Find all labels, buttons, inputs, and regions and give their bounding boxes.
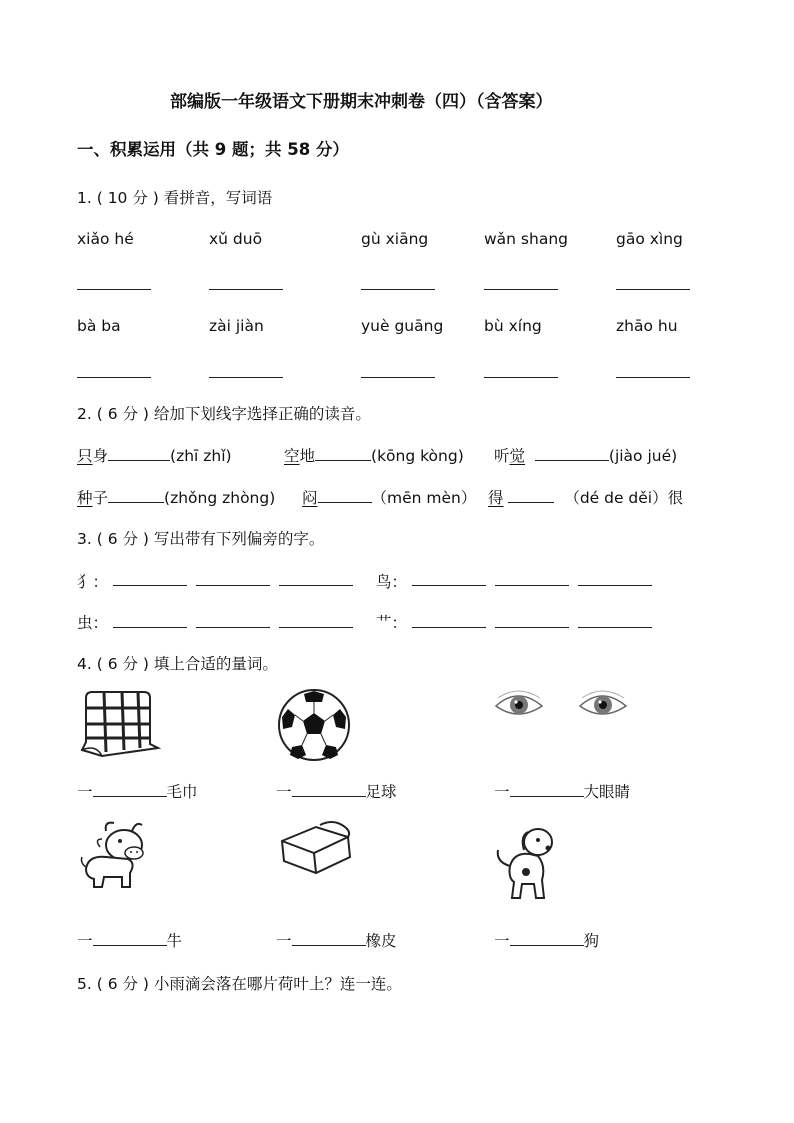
dog-icon <box>492 822 560 904</box>
underlined-char: 闷 <box>302 489 318 507</box>
towel-icon <box>78 688 162 760</box>
measure-word-item: 一 足球 <box>276 783 397 801</box>
page-title: 部编版一年级语文下册期末冲刺卷（四）（含答案） <box>170 92 553 112</box>
radical-label: 犭： <box>77 573 109 591</box>
answer-blank[interactable] <box>484 289 558 290</box>
pinyin-item: bà ba <box>77 317 121 335</box>
reading-item: 听觉 (jiào jué) <box>494 447 678 465</box>
measure-word-item: 一 牛 <box>77 932 183 950</box>
pinyin-item: bù xíng <box>484 317 542 335</box>
answer-blank[interactable] <box>196 627 270 628</box>
reading-item: 闷 （mēn mèn） <box>302 489 477 507</box>
answer-blank[interactable] <box>113 585 187 586</box>
answer-blank[interactable] <box>495 627 569 628</box>
question-2-header: 2. ( 6 分 ) 给加下划线字选择正确的读音。 <box>77 405 371 423</box>
underlined-char: 空 <box>284 447 300 465</box>
answer-blank[interactable] <box>361 377 435 378</box>
answer-blank[interactable] <box>209 377 283 378</box>
answer-blank[interactable] <box>412 627 486 628</box>
measure-word-item: 一 大眼睛 <box>494 783 631 801</box>
answer-blank[interactable] <box>484 377 558 378</box>
underlined-char: 只 <box>77 447 93 465</box>
answer-blank[interactable] <box>108 446 170 461</box>
answer-blank[interactable] <box>616 377 690 378</box>
reading-item: 空地 (kōng kòng) <box>284 447 464 465</box>
radical-label: 鸟： <box>376 573 408 591</box>
pinyin-item: yuè guāng <box>361 317 444 335</box>
pinyin-item: zài jiàn <box>209 317 264 335</box>
measure-word-item: 一 橡皮 <box>276 932 397 950</box>
reading-item: 只身 (zhī zhǐ) <box>77 447 232 465</box>
radical-label: 艹： <box>376 614 408 632</box>
question-4-header: 4. ( 6 分 ) 填上合适的量词。 <box>77 655 278 673</box>
section-heading: 一、积累运用（共 9 题；共 58 分） <box>77 140 349 159</box>
pinyin-item: gāo xìng <box>616 230 683 248</box>
answer-blank[interactable] <box>535 446 609 461</box>
pinyin-item: xiǎo hé <box>77 230 134 248</box>
eraser-icon <box>276 817 356 879</box>
answer-blank[interactable] <box>292 931 366 946</box>
pinyin-item: wǎn shang <box>484 230 568 248</box>
radical-label: 虫： <box>77 614 109 632</box>
measure-word-item: 一 毛巾 <box>77 783 198 801</box>
pinyin-item: gù xiāng <box>361 230 429 248</box>
reading-item: 种子 (zhǒng zhòng) <box>77 489 276 507</box>
answer-blank[interactable] <box>292 782 366 797</box>
answer-blank[interactable] <box>196 585 270 586</box>
underlined-char: 得 <box>488 489 504 507</box>
underlined-char: 种 <box>77 489 93 507</box>
answer-blank[interactable] <box>77 377 151 378</box>
question-3-header: 3. ( 6 分 ) 写出带有下列偏旁的字。 <box>77 530 325 548</box>
eyes-icon <box>492 688 634 724</box>
pinyin-item: xǔ duō <box>209 230 263 248</box>
measure-word-item: 一 狗 <box>494 932 600 950</box>
answer-blank[interactable] <box>508 488 554 503</box>
answer-blank[interactable] <box>318 488 372 503</box>
answer-blank[interactable] <box>315 446 371 461</box>
answer-blank[interactable] <box>108 488 164 503</box>
answer-blank[interactable] <box>113 627 187 628</box>
answer-blank[interactable] <box>510 931 584 946</box>
underlined-char: 觉 <box>509 447 526 465</box>
pinyin-item: zhāo hu <box>616 317 678 335</box>
answer-blank[interactable] <box>495 585 569 586</box>
answer-blank[interactable] <box>412 585 486 586</box>
question-1-header: 1. ( 10 分 ) 看拼音，写词语 <box>77 189 273 207</box>
answer-blank[interactable] <box>578 585 652 586</box>
answer-blank[interactable] <box>77 289 151 290</box>
answer-blank[interactable] <box>279 585 353 586</box>
answer-blank[interactable] <box>616 289 690 290</box>
football-icon <box>276 687 352 763</box>
answer-blank[interactable] <box>93 782 167 797</box>
ox-icon <box>76 817 160 891</box>
answer-blank[interactable] <box>279 627 353 628</box>
answer-blank[interactable] <box>209 289 283 290</box>
question-5-header: 5. ( 6 分 ) 小雨滴会落在哪片荷叶上？连一连。 <box>77 975 402 993</box>
answer-blank[interactable] <box>510 782 584 797</box>
answer-blank[interactable] <box>578 627 652 628</box>
reading-item: 得 （dé de děi）很 <box>488 489 684 507</box>
answer-blank[interactable] <box>93 931 167 946</box>
answer-blank[interactable] <box>361 289 435 290</box>
